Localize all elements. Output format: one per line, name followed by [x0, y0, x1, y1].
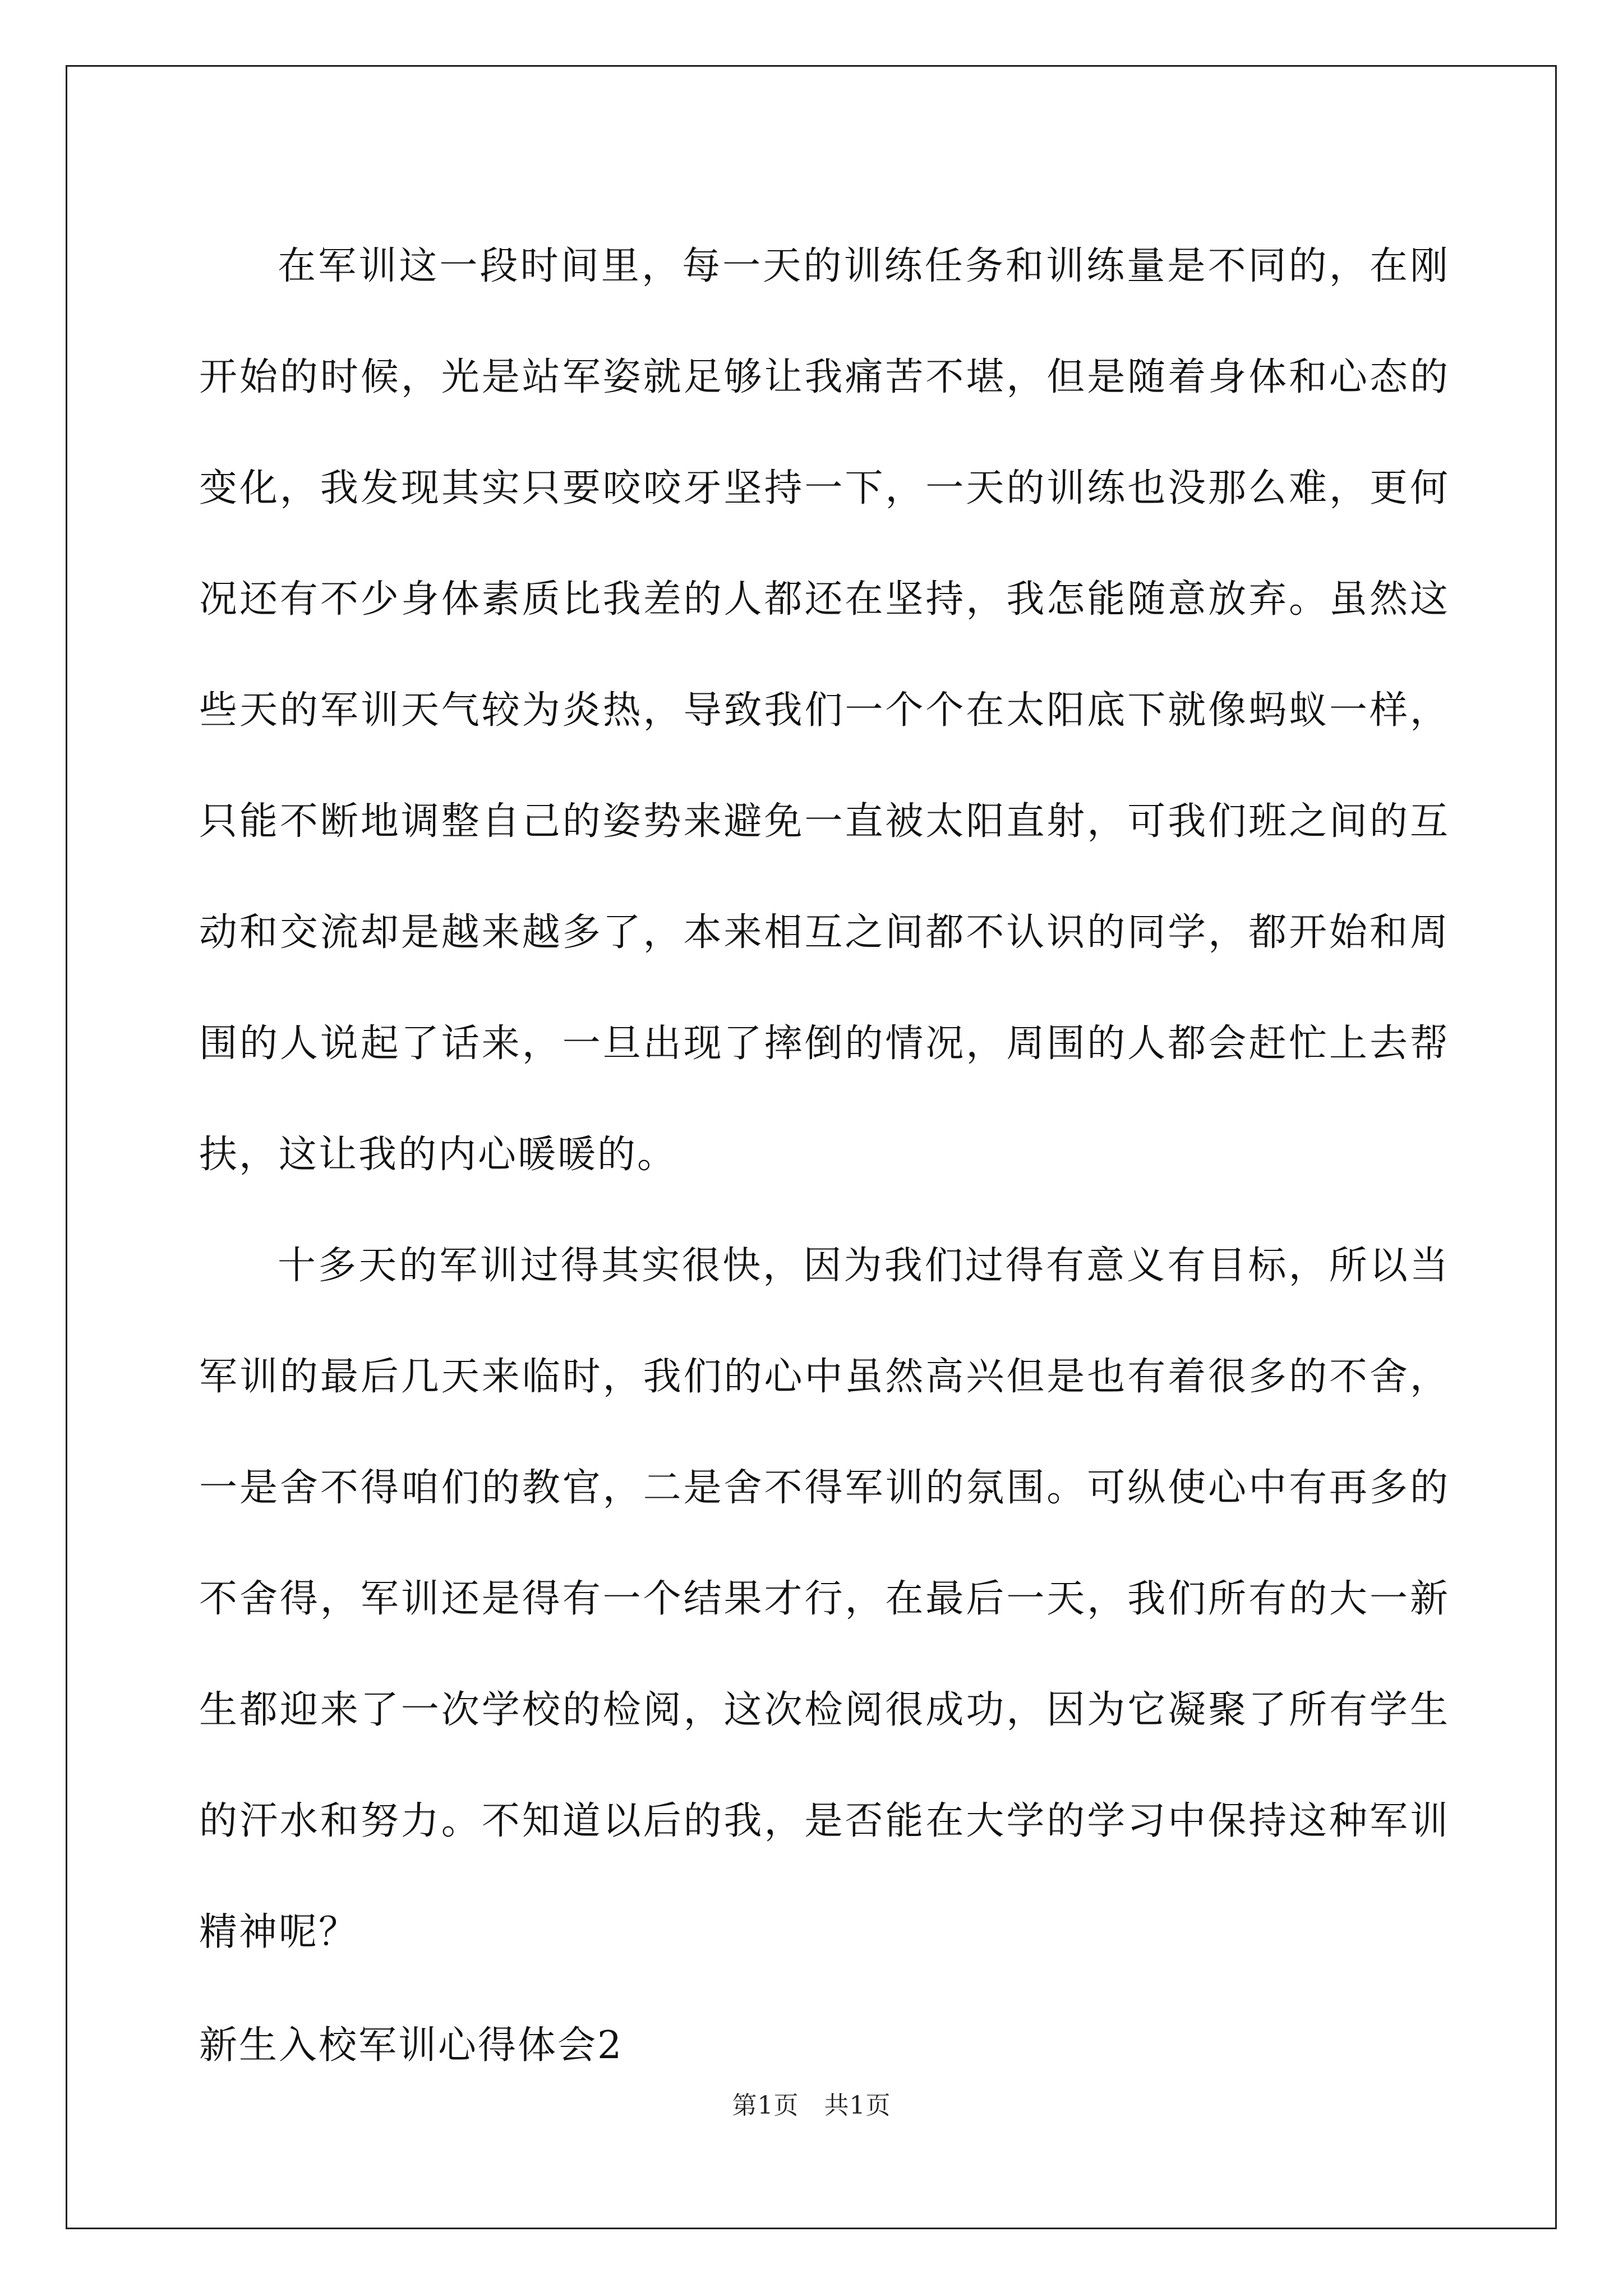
paragraph-2: 十多天的军训过得其实很快，因为我们过得有意义有目标，所以当军训的最后几天来临时，我们的心中虽然高兴但是也有着很多的不舍，一是舍不得咱们的教官，二是舍不得军训的氛围。可纵使心中有再多的不舍得，军训还是得有一个结果才行，在最后一天，我们所有的大一新生都迎来了一次学校的检阅，这次检阅很成功，因为它凝聚了所有学生的汗水和努力。不知道以后的我，是否能在大学的学习中保持这种军训精神呢？	[199, 1244, 1450, 1954]
section-heading: 新生入校军训心得体会2	[199, 2023, 624, 2068]
page-footer: 第1页 共1页	[732, 2091, 891, 2120]
paragraph-1: 在军训这一段时间里，每一天的训练任务和训练量是不同的，在刚开始的时候，光是站军姿就足够让我痛苦不堪，但是随着身体和心态的变化，我发现其实只要咬咬牙坚持一下，一天的训练也没那么难，更何况还有不少身体素质比我差的人都还在坚持，我怎能随意放弃。虽然这些天的军训天气较为炎热，导致我们一个个在太阳底下就像蚂蚁一样，只能不断地调整自己的姿势来避免一直被太阳直射，可我们班之间的互动和交流却是越来越多了，本来相互之间都不认识的同学，都开始和周围的人说起了话来，一旦出现了摔倒的情况，周围的人都会赶忙上去帮扶，这让我的内心暖暖的。	[199, 244, 1450, 1177]
document-body	[199, 211, 1450, 2101]
